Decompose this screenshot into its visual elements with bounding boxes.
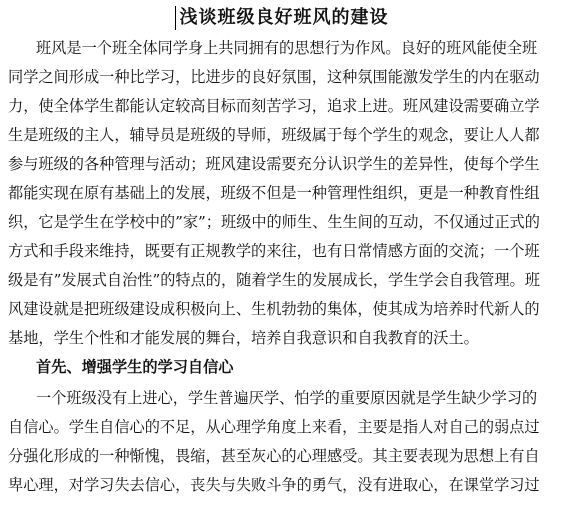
paragraph-line: 力，使全体学生都能认定较高目标而刻苦学习，追求上进。班风建设需要确立学 <box>8 97 540 115</box>
paragraph-line: 风建设就是把班级建设成积极向上、生机勃勃的集体，使其成为培养时代新人的 <box>8 300 540 318</box>
paragraph-line: 同学之间形成一种比学习，比进步的良好氛围，这种氛围能激发学生的内在驱动 <box>8 68 540 86</box>
paragraph-line: 卑心理，对学习失去信心，丧失与失败斗争的勇气，没有进取心，在课堂学习过 <box>8 476 540 494</box>
paragraph-line: 织，它是学生在学校中的”家”；班级中的师生、生生间的互动，不仅通过正式的 <box>8 213 540 231</box>
paragraph-line: 生是班级的主人，辅导员是班级的导师，班级属于每个学生的观念，要让人人都 <box>8 126 540 144</box>
paragraph-line: 参与班级的各种管理与活动；班风建设需要充分认识学生的差异性，使每个学生 <box>8 155 540 173</box>
document-title <box>180 4 389 32</box>
text-cursor <box>175 6 177 30</box>
document-title-text: 浅谈班级良好班风的建设 <box>179 7 389 28</box>
paragraph-line: 自信心。学生自信心的不足，从心理学角度上来看，主要是指人对自己的弱点过 <box>8 418 540 436</box>
paragraph-line: 班风是一个班全体同学身上共同拥有的思想行为作风。良好的班风能使全班 <box>36 39 538 57</box>
paragraph-line: 方式和手段来维持，既要有正规教学的来往，也有日常情感方面的交流；一个班 <box>8 242 540 260</box>
paragraph-line: 级是有”发展式自治性”的特点的，随着学生的发展成长，学生学会自我管理。班 <box>8 271 540 289</box>
section-heading: 首先、增强学生的学习自信心 <box>36 358 234 376</box>
paragraph-line: 分强化形成的一种惭愧，畏缩，甚至灰心的心理感受。其主要表现为思想上有自 <box>8 447 540 465</box>
paragraph-line: 一个班级没有上进心，学生普遍厌学、怕学的重要原因就是学生缺少学习的 <box>36 389 538 407</box>
paragraph-line: 都能实现在原有基础上的发展，班级不但是一种管理性组织，更是一种教育性组 <box>8 184 540 202</box>
title-row <box>0 4 568 32</box>
paragraph-line: 基地，学生个性和才能发展的舞台，培养自我意识和自我教育的沃土。 <box>8 329 479 347</box>
